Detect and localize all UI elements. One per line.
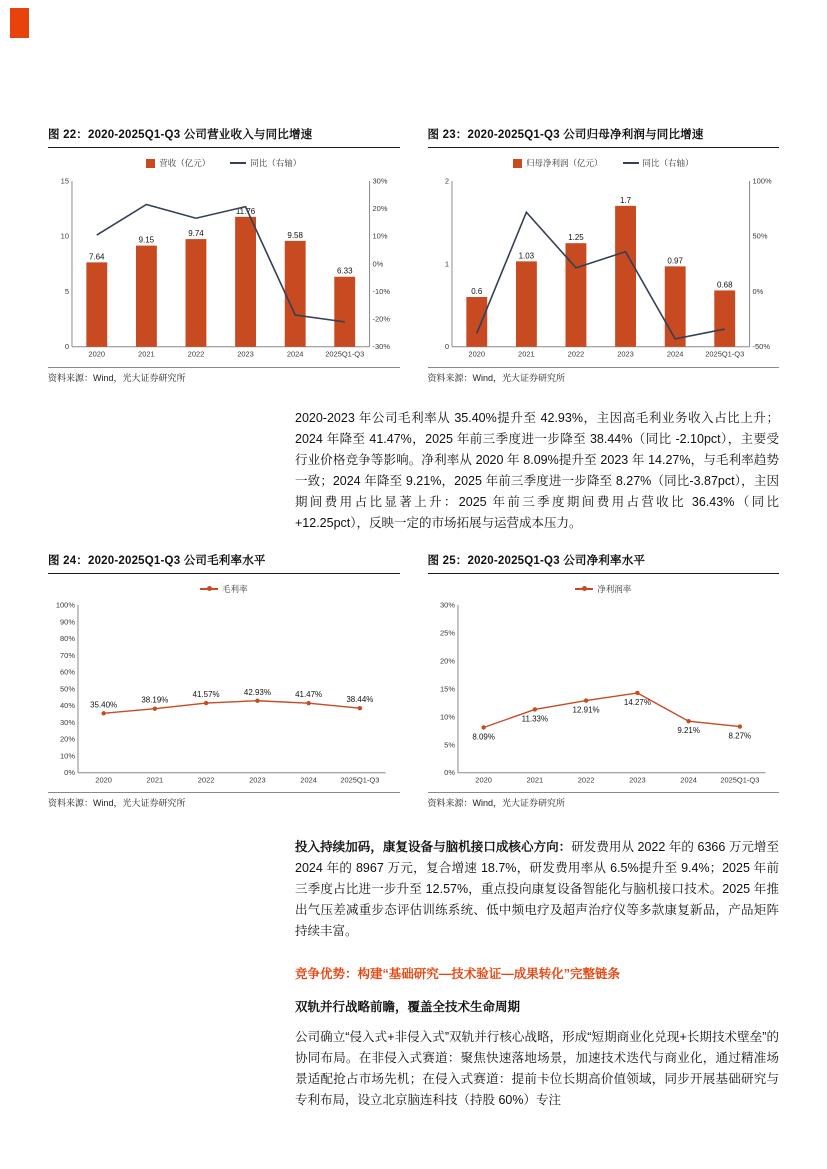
net-margin-chart <box>428 597 780 789</box>
figure-25-title: 图 25：2020-2025Q1-Q3 公司净利率水平 <box>428 552 780 574</box>
svg-text:11.76: 11.76 <box>235 206 256 216</box>
svg-text:9.74: 9.74 <box>188 229 204 239</box>
svg-text:-50%: -50% <box>752 342 770 352</box>
margin-analysis-paragraph: 2020-2023 年公司毛利率从 35.40%提升至 42.93%，主因高毛利业务收入占比上升；2024 年降至 41.47%，2025 年前三季度进一步降至 38.44%（同比 -2.10pct），主要受行业价格竞争等影响。净利率从 2020 年 8.09%提升至 2023 年 14.27%，与毛利率趋势一致；2024 年降至 9.21%，2025 年前三季度进一步降至 8.27%（同比-3.87pct），主因期间费用占比显著上升：2025 年前三季度期间费用占营收比 36.43%（同比+12.25pct），反映一定的市场拓展与运营成本压力。 <box>295 410 779 530</box>
rd-paragraph-body: 研发费用从 2022 年的 6366 万元增至 2024 年的 8967 万元，复合增速 18.7%，研发费用率从 6.5%提升至 9.4%；2025 年前三季度占比进一步升至 12.57%，重点投向康复设备智能化与脑机接口技术。2025 年推出气压差减重步态评估训练系统、低中频电疗及超声治疗仪等多款康复新品，产品矩阵持续丰富。 <box>295 840 779 939</box>
figure-row-top <box>48 126 779 384</box>
svg-text:38.44%: 38.44% <box>346 694 374 704</box>
svg-text:10%: 10% <box>439 712 455 722</box>
figure-24 <box>48 552 400 810</box>
svg-text:25%: 25% <box>439 628 455 638</box>
svg-text:9.15: 9.15 <box>138 235 155 245</box>
svg-text:5%: 5% <box>443 739 455 749</box>
svg-text:2023: 2023 <box>616 349 634 359</box>
svg-text:2024: 2024 <box>679 775 697 785</box>
svg-text:30%: 30% <box>60 717 75 727</box>
svg-text:-20%: -20% <box>372 314 390 324</box>
svg-text:0%: 0% <box>443 767 455 777</box>
line-marker-swatch-icon <box>575 588 593 590</box>
svg-text:2022: 2022 <box>197 775 215 785</box>
svg-text:50%: 50% <box>752 231 767 241</box>
svg-text:2023: 2023 <box>249 775 266 785</box>
svg-text:10: 10 <box>60 231 69 241</box>
figure-22-legend <box>48 157 400 169</box>
svg-text:2021: 2021 <box>526 775 543 785</box>
svg-text:0: 0 <box>444 342 449 352</box>
svg-text:2022: 2022 <box>577 775 594 785</box>
svg-text:0%: 0% <box>752 287 763 297</box>
legend-label: 同比（右轴） <box>250 158 302 168</box>
line-series-swatch-icon <box>623 162 639 164</box>
figure-24-legend <box>48 583 400 595</box>
svg-text:9.58: 9.58 <box>287 230 303 240</box>
svg-text:20%: 20% <box>60 734 75 744</box>
svg-text:41.47%: 41.47% <box>295 689 323 699</box>
svg-text:2021: 2021 <box>146 775 164 785</box>
competitive-advantage-heading: 竞争优势：构建“基础研究—技术验证—成果转化”完整链条 <box>295 967 621 982</box>
svg-text:40%: 40% <box>60 700 75 710</box>
line-marker-swatch-icon <box>200 588 218 590</box>
svg-text:80%: 80% <box>60 633 75 643</box>
svg-text:0.6: 0.6 <box>470 287 482 297</box>
svg-text:12.91%: 12.91% <box>572 705 600 715</box>
figure-23 <box>428 126 780 384</box>
legend-label: 毛利率 <box>221 583 248 594</box>
dual-track-heading: 双轨并行战略前瞻，覆盖全技术生命周期 <box>295 1000 521 1015</box>
svg-text:5: 5 <box>64 287 69 297</box>
legend-item-net-margin <box>575 583 631 595</box>
svg-text:0%: 0% <box>372 259 384 269</box>
legend-label: 净利润率 <box>597 583 632 594</box>
svg-text:10%: 10% <box>60 751 75 761</box>
legend-label: 同比（右轴） <box>642 158 694 168</box>
svg-text:70%: 70% <box>60 650 75 660</box>
figure-23-title: 图 23：2020-2025Q1-Q3 公司归母净利润与同比增速 <box>428 126 780 148</box>
legend-item-net-profit <box>513 157 603 169</box>
svg-text:-10%: -10% <box>372 287 390 297</box>
bar-series-swatch-icon <box>513 159 522 168</box>
line-series-swatch-icon <box>230 162 246 164</box>
svg-text:-30%: -30% <box>372 342 390 352</box>
figure-23-source: 资料来源：Wind，光大证券研究所 <box>428 367 780 384</box>
figure-22-title: 图 22：2020-2025Q1-Q3 公司营业收入与同比增速 <box>48 126 400 148</box>
svg-text:2: 2 <box>444 176 449 186</box>
svg-text:20%: 20% <box>439 656 455 666</box>
svg-text:35.40%: 35.40% <box>90 700 118 710</box>
figure-row-bottom <box>48 552 779 810</box>
figure-23-legend <box>428 157 780 169</box>
legend-item-revenue <box>146 157 210 169</box>
svg-text:0.68: 0.68 <box>716 280 733 290</box>
svg-text:1.25: 1.25 <box>567 233 584 243</box>
net-profit-growth-chart <box>428 171 780 363</box>
svg-text:0.97: 0.97 <box>666 256 683 266</box>
svg-text:1.03: 1.03 <box>518 251 534 261</box>
svg-text:50%: 50% <box>60 684 75 694</box>
svg-text:2025Q1-Q3: 2025Q1-Q3 <box>340 775 380 785</box>
figure-22 <box>48 126 400 384</box>
svg-text:2022: 2022 <box>187 349 205 359</box>
svg-text:100%: 100% <box>752 176 772 186</box>
svg-text:8.09%: 8.09% <box>471 732 495 742</box>
svg-text:8.27%: 8.27% <box>728 731 751 741</box>
legend-label: 营收（亿元） <box>159 158 211 168</box>
svg-text:30%: 30% <box>439 600 455 610</box>
svg-text:2024: 2024 <box>666 349 683 359</box>
svg-text:100%: 100% <box>55 600 75 610</box>
legend-item-gross-margin <box>200 583 248 595</box>
svg-text:2022: 2022 <box>567 349 584 359</box>
svg-text:2020: 2020 <box>95 775 112 785</box>
svg-text:2020: 2020 <box>474 775 492 785</box>
svg-text:2020: 2020 <box>88 349 106 359</box>
svg-text:11.33%: 11.33% <box>521 714 548 724</box>
svg-text:20%: 20% <box>372 204 388 214</box>
svg-text:90%: 90% <box>60 616 75 626</box>
revenue-growth-chart <box>48 171 400 363</box>
figure-22-source: 资料来源：Wind，光大证券研究所 <box>48 367 400 384</box>
rd-investment-paragraph <box>295 837 779 942</box>
svg-text:6.33: 6.33 <box>337 266 353 276</box>
svg-text:2023: 2023 <box>628 775 646 785</box>
legend-item-yoy <box>623 157 694 169</box>
legend-label: 归母净利润（亿元） <box>525 158 603 168</box>
svg-text:30%: 30% <box>372 176 388 186</box>
figure-24-title: 图 24：2020-2025Q1-Q3 公司毛利率水平 <box>48 552 400 574</box>
svg-text:2025Q1-Q3: 2025Q1-Q3 <box>325 349 365 359</box>
svg-text:38.19%: 38.19% <box>141 695 169 705</box>
figure-25 <box>428 552 780 810</box>
svg-text:2021: 2021 <box>138 349 155 359</box>
svg-text:2023: 2023 <box>237 349 254 359</box>
svg-text:2025Q1-Q3: 2025Q1-Q3 <box>719 775 759 785</box>
svg-text:2021: 2021 <box>517 349 535 359</box>
svg-text:1.7: 1.7 <box>619 195 631 205</box>
figure-25-legend <box>428 583 780 595</box>
gross-margin-chart <box>48 597 400 789</box>
svg-text:41.57%: 41.57% <box>192 689 220 699</box>
svg-text:14.27%: 14.27% <box>623 697 651 707</box>
svg-text:2024: 2024 <box>286 349 304 359</box>
svg-text:60%: 60% <box>60 667 75 677</box>
svg-text:1: 1 <box>444 259 449 269</box>
rd-paragraph-lead: 投入持续加码，康复设备与脑机接口成核心方向： <box>295 840 572 855</box>
svg-text:9.21%: 9.21% <box>676 725 700 735</box>
svg-text:42.93%: 42.93% <box>243 687 271 697</box>
figure-24-source: 资料来源：Wind，光大证券研究所 <box>48 792 400 809</box>
strategy-paragraph: 公司确立“侵入式+非侵入式”双轨并行核心战略，形成“短期商业化兑现+长期技术壁垒”的协同布局。在非侵入式赛道：聚焦快速落地场景，加速技术迭代与商业化，通过精准场景适配抢占市场先机；在侵入式赛道：提前卡位长期高价值领域，同步开展基础研究与专利布局，设立北京脑连科技（持股 60%）专注 <box>295 1030 779 1108</box>
svg-text:0%: 0% <box>64 767 75 777</box>
figure-25-source: 资料来源：Wind，光大证券研究所 <box>428 792 780 809</box>
bar-series-swatch-icon <box>146 159 155 168</box>
svg-text:0: 0 <box>64 342 69 352</box>
svg-text:2025Q1-Q3: 2025Q1-Q3 <box>704 349 744 359</box>
svg-text:2020: 2020 <box>467 349 485 359</box>
svg-text:2024: 2024 <box>300 775 317 785</box>
svg-text:7.64: 7.64 <box>88 252 105 262</box>
brand-logo <box>10 8 29 38</box>
svg-text:15: 15 <box>60 176 69 186</box>
svg-text:15%: 15% <box>439 684 455 694</box>
svg-text:10%: 10% <box>372 231 388 241</box>
legend-item-yoy <box>230 157 301 169</box>
